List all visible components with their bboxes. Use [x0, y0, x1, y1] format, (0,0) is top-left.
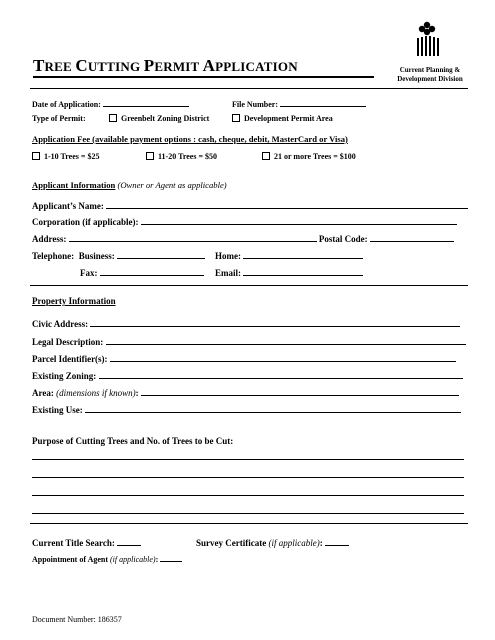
survey-certificate-row: Survey Certificate (if applicable):: [196, 537, 349, 548]
fee-option-1: 1-10 Trees = $25: [32, 152, 99, 161]
applicant-heading: Applicant Information (Owner or Agent as applicable): [32, 180, 227, 190]
fee-option-2: 11-20 Trees = $50: [146, 152, 217, 161]
existing-zoning-row: Existing Zoning:: [32, 370, 463, 381]
legal-description-row: Legal Description:: [32, 336, 466, 347]
fax-row: Fax:: [80, 267, 204, 278]
section-divider-2: [30, 523, 468, 524]
header-divider: [30, 88, 468, 89]
section-divider-1: [30, 285, 468, 286]
purpose-line-3[interactable]: [32, 495, 464, 496]
file-number: File Number:: [232, 98, 366, 109]
existing-use-field[interactable]: [85, 404, 461, 413]
greenbelt-checkbox[interactable]: [109, 114, 117, 122]
type-greenbelt-option: Greenbelt Zoning District: [109, 114, 209, 123]
fee-option-3: 21 or more Trees = $100: [262, 152, 356, 161]
existing-zoning-field[interactable]: [99, 370, 463, 379]
civic-address-field[interactable]: [90, 318, 460, 327]
email-row: Email:: [215, 267, 363, 278]
corporation-field[interactable]: [141, 216, 457, 225]
parcel-identifier-row: Parcel Identifier(s):: [32, 353, 456, 364]
type-of-permit-label: Type of Permit:: [32, 114, 86, 123]
civic-address-row: Civic Address:: [32, 318, 460, 329]
area-row: Area: (dimensions if known):: [32, 387, 459, 398]
city-logo: [413, 20, 441, 58]
date-of-application: Date of Application:: [32, 98, 189, 109]
purpose-heading: Purpose of Cutting Trees and No. of Trees to be Cut:: [32, 436, 234, 446]
date-field[interactable]: [103, 98, 189, 107]
home-phone-row: Home:: [215, 250, 363, 261]
property-heading: Property Information: [32, 296, 116, 306]
file-number-field[interactable]: [280, 98, 366, 107]
development-permit-checkbox[interactable]: [232, 114, 240, 122]
appointment-of-agent-field[interactable]: [160, 553, 182, 562]
address-field[interactable]: [69, 233, 317, 242]
telephone-row: Telephone: Business:: [32, 250, 205, 261]
fee-11-20-checkbox[interactable]: [146, 152, 154, 160]
fee-21-plus-checkbox[interactable]: [262, 152, 270, 160]
survey-certificate-field[interactable]: [325, 537, 349, 546]
postal-code-field[interactable]: [370, 233, 454, 242]
department-name: Current Planning & Development Division: [397, 66, 463, 83]
fax-field[interactable]: [100, 267, 204, 276]
type-devpermit-option: Development Permit Area: [232, 114, 333, 123]
appointment-of-agent-row: Appointment of Agent (if applicable):: [32, 553, 182, 564]
corporation-row: Corporation (if applicable):: [32, 216, 457, 227]
legal-description-field[interactable]: [106, 336, 466, 345]
applicant-name-row: Applicant’s Name:: [32, 200, 468, 211]
purpose-line-4[interactable]: [32, 513, 464, 514]
parcel-identifier-field[interactable]: [110, 353, 456, 362]
existing-use-row: Existing Use:: [32, 404, 461, 415]
address-row: Address: Postal Code:: [32, 233, 454, 244]
title-search-field[interactable]: [117, 537, 141, 546]
applicant-name-field[interactable]: [106, 200, 468, 209]
purpose-line-1[interactable]: [32, 459, 464, 460]
title-underline: [33, 76, 374, 78]
area-field[interactable]: [141, 387, 459, 396]
business-phone-field[interactable]: [117, 250, 205, 259]
page-title: TREE CUTTING PERMIT APPLICATION: [33, 56, 298, 75]
fee-heading: Application Fee (available payment options : cash, cheque, debit, MasterCard or Visa): [32, 134, 348, 144]
home-phone-field[interactable]: [243, 250, 363, 259]
document-number: Document Number: 186357: [32, 615, 122, 624]
email-field[interactable]: [243, 267, 363, 276]
purpose-line-2[interactable]: [32, 477, 464, 478]
title-search-row: Current Title Search:: [32, 537, 141, 548]
fee-1-10-checkbox[interactable]: [32, 152, 40, 160]
